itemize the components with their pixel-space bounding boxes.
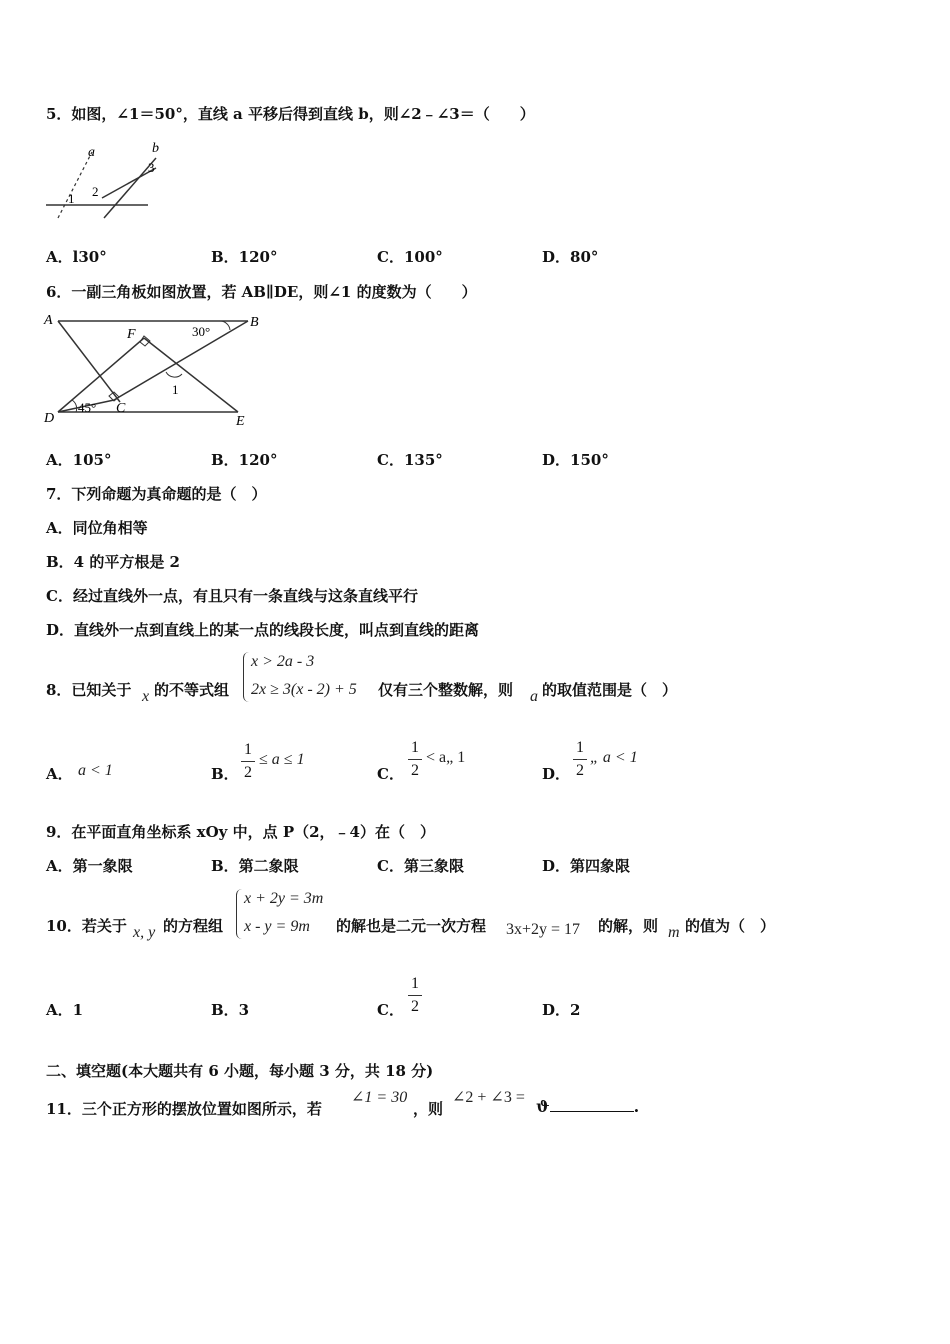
q7-option-b: B．4 的平方根是 2 <box>46 553 180 571</box>
q11-stem-2: ，则 <box>413 1100 444 1118</box>
q8-system-brace <box>243 652 250 702</box>
q6-option-c: C．135° <box>377 451 443 469</box>
q8-option-d-fraction <box>573 739 587 780</box>
q8-var-x: x <box>142 688 150 705</box>
q10-var-m: m <box>668 924 680 941</box>
q7-option-a: A．同位角相等 <box>46 519 148 537</box>
q5-stem: 5．如图，∠1＝50°，直线 a 平移后得到直线 b，则∠2﹣∠3＝（ ） <box>46 105 535 123</box>
q8-stem-2: 的不等式组 <box>154 681 230 699</box>
q6-label-e: E <box>236 414 245 429</box>
q10-option-b: B．3 <box>211 1001 250 1019</box>
q8-option-a-math: a < 1 <box>78 762 113 779</box>
q11-angle1-expr: ∠1 = 30 <box>351 1089 408 1106</box>
q8-option-c-rest: < a„ 1 <box>426 749 466 766</box>
q6-label-a: A <box>44 313 53 328</box>
q8-option-d-label: D． <box>542 765 571 783</box>
q10-stem-5: 的值为（ ） <box>685 917 776 935</box>
q5-label-3: 3 <box>148 160 155 175</box>
q10-stem-4: 的解，则 <box>598 917 659 935</box>
q10-stem-2: 的方程组 <box>163 917 224 935</box>
q10-option-c-den: 2 <box>411 998 419 1015</box>
q11-stem-1: 11．三个正方形的摆放位置如图所示，若 <box>46 1100 322 1118</box>
q10-option-d: D．2 <box>542 1001 581 1019</box>
q10-vars: x, y <box>133 924 156 941</box>
q10-option-c-num: 1 <box>411 975 419 992</box>
q10-stem-3: 的解也是二元一次方程 <box>336 917 487 935</box>
q6-figure <box>42 308 272 434</box>
q9-option-c: C．第三象限 <box>377 857 464 875</box>
q8-option-a-label: A． <box>46 765 73 783</box>
q10-system-line2: x - y = 9m <box>244 918 310 935</box>
q8-stem-3: 仅有三个整数解，则 <box>378 681 514 699</box>
q8-system-line2: 2x ≥ 3(x - 2) + 5 <box>251 681 357 698</box>
q11-answer-blank[interactable] <box>536 1097 639 1116</box>
q10-option-c-label: C． <box>377 1001 404 1019</box>
q5-option-d: D．80° <box>542 248 599 266</box>
q6-label-b: B <box>250 315 259 330</box>
q6-angle-1: 1 <box>172 382 179 397</box>
q10-equation: 3x+2y = 17 <box>506 921 581 938</box>
q7-option-c: C．经过直线外一点，有且只有一条直线与这条直线平行 <box>46 587 418 605</box>
q11-angle-sum-expr: ∠2 + ∠3 = <box>452 1089 525 1106</box>
q9-option-b: B．第二象限 <box>211 857 299 875</box>
q5-label-b: b <box>152 141 159 156</box>
q8-option-d-rest: „ a < 1 <box>590 749 638 766</box>
q6-angle-45: 45° <box>78 400 97 415</box>
q10-option-a: A．1 <box>46 1001 84 1019</box>
q10-option-c-fraction <box>408 975 422 1016</box>
q6-option-d: D．150° <box>542 451 609 469</box>
q9-option-a: A．第一象限 <box>46 857 133 875</box>
q8-stem-4: 的取值范围是（ ） <box>542 681 678 699</box>
q9-option-d: D．第四象限 <box>542 857 631 875</box>
q8-system-line1: x > 2a - 3 <box>251 653 315 670</box>
q5-option-b: B．120° <box>211 248 278 266</box>
q8-var-a: a <box>530 688 538 705</box>
q8-option-b-fraction <box>241 741 255 782</box>
q8-option-c-fraction <box>408 739 422 780</box>
q6-stem: 6．一副三角板如图放置，若 AB∥DE，则∠1 的度数为（ ） <box>46 283 477 301</box>
q5-figure <box>44 138 159 220</box>
q11-blank-line <box>550 1097 634 1112</box>
q10-system-brace <box>236 889 243 939</box>
q8-option-d-den: 2 <box>576 762 584 779</box>
q8-option-b-label: B． <box>211 765 239 783</box>
q6-label-c: C <box>116 401 126 416</box>
q7-stem: 7．下列命题为真命题的是（ ） <box>46 485 267 503</box>
q10-stem-1: 10．若关于 <box>46 917 127 935</box>
q6-label-d: D <box>44 411 55 426</box>
q8-option-b-num: 1 <box>244 741 252 758</box>
q5-label-a: a <box>88 145 95 160</box>
q6-angle-30: 30° <box>192 324 211 339</box>
section-2-heading: 二、填空题(本大题共有 6 小题，每小题 3 分，共 18 分) <box>46 1062 434 1080</box>
q5-option-a: A．l30° <box>46 248 107 266</box>
q8-option-b-rest: ≤ a ≤ 1 <box>259 751 305 768</box>
q8-option-d-num: 1 <box>576 739 584 756</box>
q8-option-c-den: 2 <box>411 762 419 779</box>
q11-blank-prefix: ϑ <box>536 1097 550 1116</box>
q5-label-1: 1 <box>68 191 75 206</box>
q6-option-b: B．120° <box>211 451 278 469</box>
q7-option-d: D．直线外一点到直线上的某一点的线段长度，叫点到直线的距离 <box>46 621 480 639</box>
q8-option-c-label: C． <box>377 765 404 783</box>
q11-end: . <box>633 1097 640 1116</box>
q9-stem: 9．在平面直角坐标系 xOy 中，点 P（2，﹣4）在（ ） <box>46 823 435 841</box>
q8-option-b-den: 2 <box>244 764 252 781</box>
q6-label-f: F <box>127 327 136 342</box>
q8-option-c-num: 1 <box>411 739 419 756</box>
q5-option-c: C．100° <box>377 248 443 266</box>
q5-label-2: 2 <box>92 184 99 199</box>
q6-option-a: A．105° <box>46 451 112 469</box>
q8-stem-1: 8．已知关于 <box>46 681 132 699</box>
q10-system-line1: x + 2y = 3m <box>244 890 324 907</box>
